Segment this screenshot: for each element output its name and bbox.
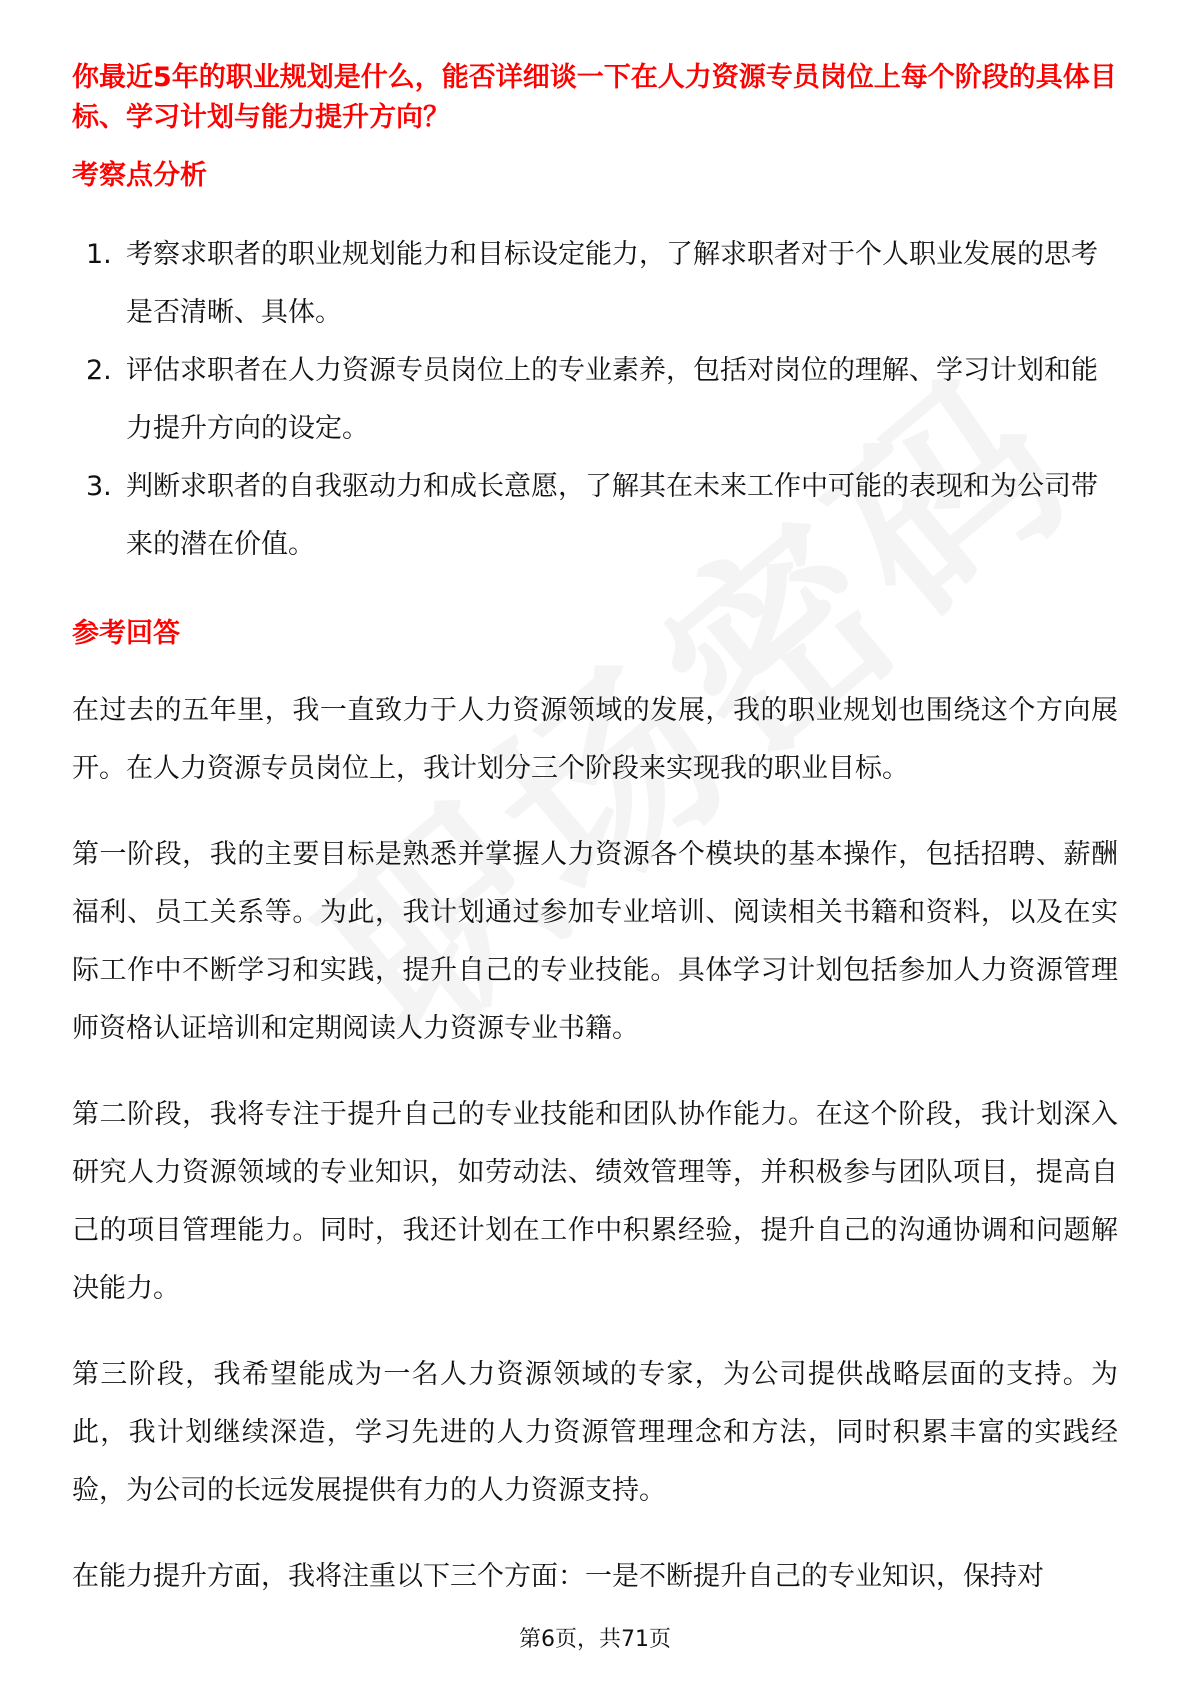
answer-paragraph: 第二阶段，我将专注于提升自己的专业技能和团队协作能力。在这个阶段，我计划深入研究人力资源领域的专业知识，如劳动法、绩效管理等，并积极参与团队项目，提高自己的项目管理能力。同时，我还计划在工作中积累经验，提升自己的沟通协调和问题解决能力。 [72,1099,1118,1304]
point-number: 2. [86,355,112,386]
question-title: 你最近5年的职业规划是什么，能否详细谈一下在人力资源专员岗位上每个阶段的具体目标、学习计划与能力提升方向？ [72,62,1117,133]
answer-body [72,682,1118,1606]
content [72,58,1118,1606]
point-text: 考察求职者的职业规划能力和目标设定能力，了解求职者对于个人职业发展的思考是否清晰、具体。 [126,239,1098,328]
analysis-point [72,342,1118,458]
answer-paragraph: 在过去的五年里，我一直致力于人力资源领域的发展，我的职业规划也围绕这个方向展开。在人力资源专员岗位上，我计划分三个阶段来实现我的职业目标。 [72,695,1118,784]
answer-heading: 参考回答 [72,618,180,649]
answer-paragraph: 第一阶段，我的主要目标是熟悉并掌握人力资源各个模块的基本操作，包括招聘、薪酬福利、员工关系等。为此，我计划通过参加专业培训、阅读相关书籍和资料，以及在实际工作中不断学习和实践，提升自己的专业技能。具体学习计划包括参加人力资源管理师资格认证培训和定期阅读人力资源专业书籍。 [72,839,1118,1044]
point-number: 1. [86,239,112,270]
analysis-point [72,458,1118,574]
point-number: 3. [86,471,112,502]
page-footer: 第6页，共71页 [519,1627,671,1652]
analysis-heading: 考察点分析 [72,160,207,191]
analysis-points [72,226,1118,574]
answer-paragraph: 第三阶段，我希望能成为一名人力资源领域的专家，为公司提供战略层面的支持。为此，我计划继续深造，学习先进的人力资源管理理念和方法，同时积累丰富的实践经验，为公司的长远发展提供有力的人力资源支持。 [72,1359,1118,1506]
analysis-point [72,226,1118,342]
answer-paragraph: 在能力提升方面，我将注重以下三个方面：一是不断提升自己的专业知识，保持对 [72,1561,1044,1592]
point-text: 评估求职者在人力资源专员岗位上的专业素养，包括对岗位的理解、学习计划和能力提升方向的设定。 [126,355,1098,444]
point-text: 判断求职者的自我驱动力和成长意愿，了解其在未来工作中可能的表现和为公司带来的潜在价值。 [126,471,1098,560]
